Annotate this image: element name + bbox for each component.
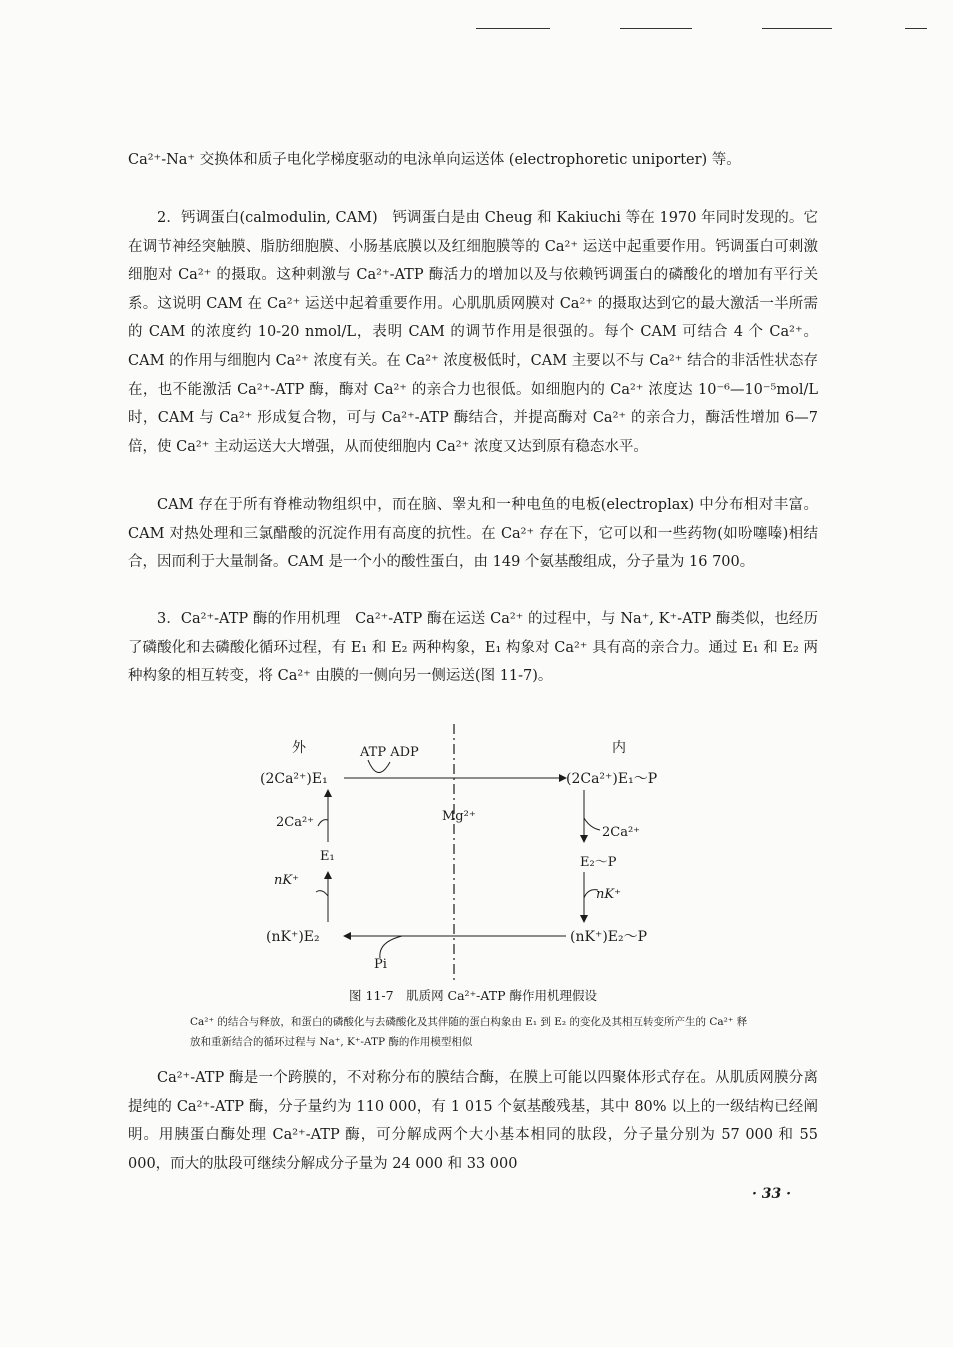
label-right-ca: 2Ca²⁺	[602, 825, 641, 840]
header-rule-3	[762, 28, 832, 29]
label-e2p: E₂～P	[580, 855, 617, 870]
paragraph-atpase-structure: Ca²⁺-ATP 酶是一个跨膜的，不对称分布的膜结合酶，在膜上可能以四聚体形式存在。从肌质网膜分离提纯的 Ca²⁺-ATP 酶，分子量约为 110 000，有 1 015 个氨基酸残基，其中 80% 以上的一级结构已经阐明。用胰蛋白酶处理 Ca²⁺-ATP 酶，可分解成两个大小基本相同的肽段，分子量分别为 57 000 和 55 000，而大的肽段可继续分解成分子量为 24 000 和 33 000	[128, 1070, 818, 1172]
label-outside: 外	[292, 740, 306, 756]
header-rule-1	[476, 28, 550, 29]
label-mg: Mg²⁺	[442, 809, 476, 824]
paragraph-cam-distribution: CAM 存在于所有脊椎动物组织中，而在脑、睾丸和一种电鱼的电板(electroplax) 中分布相对丰富。CAM 对热处理和三氯醋酸的沉淀作用有高度的抗性。在 Ca²⁺ 存在下，它可以和一些药物(如吩噻嗪)相结合，因而利于大量制备。CAM 是一个小的酸性蛋白，由 149 个氨基酸组成，分子量为 16 700。	[128, 497, 818, 571]
state-bottom-left: (nK⁺)E₂	[266, 929, 320, 945]
figure-caption: Ca²⁺ 的结合与释放，和蛋白的磷酸化与去磷酸化及其伴随的蛋白构象由 E₁ 到 E₂ 的变化及其相互转变所产生的 Ca²⁺ 释放和重新结合的循环过程与 Na⁺, K⁺-ATP 酶的作用模型相似	[190, 1016, 748, 1048]
label-atp-adp: ATP ADP	[360, 745, 419, 760]
figure-11-7-diagram	[240, 722, 710, 992]
atp-curve	[368, 760, 390, 773]
state-top-right: (2Ca²⁺)E₁～P	[566, 771, 658, 787]
paragraph-calmodulin: 2．钙调蛋白(calmodulin, CAM) 钙调蛋白是由 Cheug 和 Kakiuchi 等在 1970 年同时发现的。它在调节神经突触膜、脂肪细胞膜、小肠基底膜以及红细胞膜等的 Ca²⁺ 运送中起重要作用。钙调蛋白可刺激细胞对 Ca²⁺ 的摄取。这种刺激与 Ca²⁺-ATP 酶活力的增加以及与依赖钙调蛋白的磷酸化的增加有平行关系。这说明 CAM 在 Ca²⁺ 运送中起着重要作用。心肌肌质网膜对 Ca²⁺ 的摄取达到它的最大激活一半所需的 CAM 的浓度约 10-20 nmol/L，表明 CAM 的调节作用是很强的。每个 CAM 可结合 4 个 Ca²⁺。CAM 的作用与细胞内 Ca²⁺ 浓度有关。在 Ca²⁺ 浓度极低时，CAM 主要以不与 Ca²⁺ 结合的非活性状态存在，也不能激活 Ca²⁺-ATP 酶，酶对 Ca²⁺ 的亲合力也很低。如细胞内的 Ca²⁺ 浓度达 10⁻⁶—10⁻⁵mol/L 时，CAM 与 Ca²⁺ 形成复合物，可与 Ca²⁺-ATP 酶结合，并提高酶对 Ca²⁺ 的亲合力，酶活性增加 6—7 倍，使 Ca²⁺ 主动运送大大增强，从而使细胞内 Ca²⁺ 浓度又达到原有稳态水平。	[128, 210, 818, 455]
label-e1: E₁	[320, 849, 335, 864]
label-left-ca: 2Ca²⁺	[276, 815, 315, 830]
label-inside: 内	[612, 740, 626, 756]
label-left-nk: nK⁺	[274, 873, 299, 888]
paragraph-mechanism: 3．Ca²⁺-ATP 酶的作用机理 Ca²⁺-ATP 酶在运送 Ca²⁺ 的过程中，与 Na⁺, K⁺-ATP 酶类似，也经历了磷酸化和去磷酸化循环过程，有 E₁ 和 E₂ 两种构象，E₁ 构象对 Ca²⁺ 具有高的亲合力。通过 E₁ 和 E₂ 两种构象的相互转变，将 Ca²⁺ 由膜的一侧向另一侧运送(图 11-7)。	[128, 611, 818, 685]
label-right-nk: nK⁺	[596, 887, 621, 902]
label-pi: Pi	[374, 957, 387, 972]
header-rule-2	[620, 28, 692, 29]
paragraph-intro: Ca²⁺-Na⁺ 交换体和质子电化学梯度驱动的电泳单向运送体 (electrophoretic uniporter) 等。	[128, 152, 741, 168]
state-top-left: (2Ca²⁺)E₁	[260, 771, 328, 787]
state-bottom-right: (nK⁺)E₂～P	[570, 929, 648, 945]
header-rule-4	[905, 28, 927, 29]
figure-title: 图 11-7 肌质网 Ca²⁺-ATP 酶作用机理假设	[349, 988, 597, 1003]
pi-curve	[380, 936, 402, 958]
page-number: · 33 ·	[752, 1186, 791, 1202]
